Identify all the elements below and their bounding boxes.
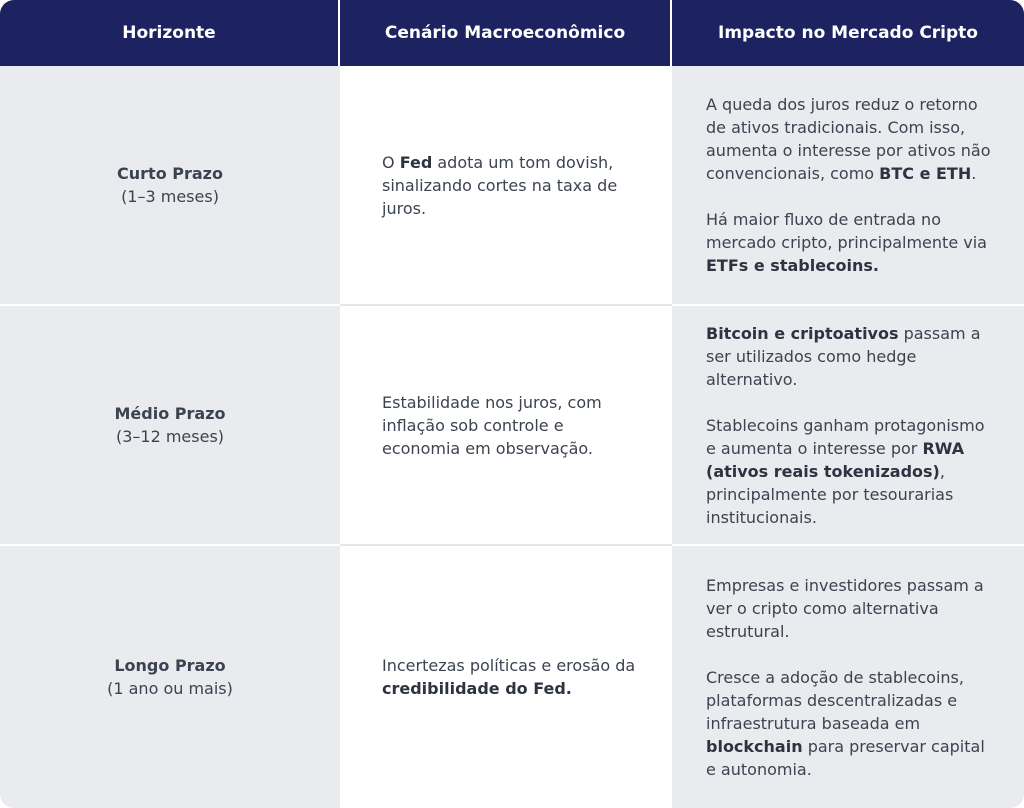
row-medio-cenario [340, 306, 672, 546]
term-label: Curto Prazo [117, 164, 223, 183]
impact-paragraph-2: Stablecoins ganham protagonismo e aumenta o interesse por RWA (ativos reais tokenizados), principalmente por tesourarias institucionais. [706, 415, 985, 527]
impact-paragraph-1: Empresas e investidores passam a ver o cripto como alternativa estrutural. [706, 575, 984, 641]
row-curto-cenario [340, 66, 672, 306]
term-label: Longo Prazo [114, 656, 226, 675]
impact-paragraph-1: Bitcoin e criptoativos passam a ser utilizados como hedge alternativo. [706, 323, 981, 389]
row-longo-impacto [672, 546, 1024, 808]
row-medio-impacto [672, 306, 1024, 546]
row-curto-horizonte [0, 66, 340, 306]
term-range: (1 ano ou mais) [107, 679, 233, 698]
row-curto-impacto [672, 66, 1024, 306]
impact-paragraph-2: Há maior fluxo de entrada no mercado cripto, principalmente via ETFs e stablecoins. [706, 210, 987, 275]
row-longo-cenario [340, 546, 672, 808]
row-longo-horizonte [0, 546, 340, 808]
header-horizonte: Horizonte [0, 0, 340, 66]
scenario-text: Estabilidade nos juros, com inflação sob controle e economia em observação. [382, 392, 602, 458]
term-range: (1–3 meses) [121, 187, 219, 206]
scenario-text: O Fed adota um tom dovish, sinalizando cortes na taxa de juros. [382, 152, 618, 218]
impact-paragraph-2: Cresce a adoção de stablecoins, plataformas descentralizadas e infraestrutura baseada em blockchain para preservar capital e autonomia. [706, 667, 985, 779]
term-label: Médio Prazo [114, 404, 226, 423]
term-range: (3–12 meses) [115, 427, 225, 446]
impact-paragraph-1: A queda dos juros reduz o retorno de ativos tradicionais. Com isso, aumenta o interesse por ativos não convencionais, como BTC e ETH. [706, 95, 991, 183]
header-cenario: Cenário Macroeconômico [340, 0, 672, 66]
row-medio-horizonte [0, 306, 340, 546]
scenario-text: Incertezas políticas e erosão da credibilidade do Fed. [382, 656, 636, 698]
header-impacto: Impacto no Mercado Cripto [672, 0, 1024, 66]
